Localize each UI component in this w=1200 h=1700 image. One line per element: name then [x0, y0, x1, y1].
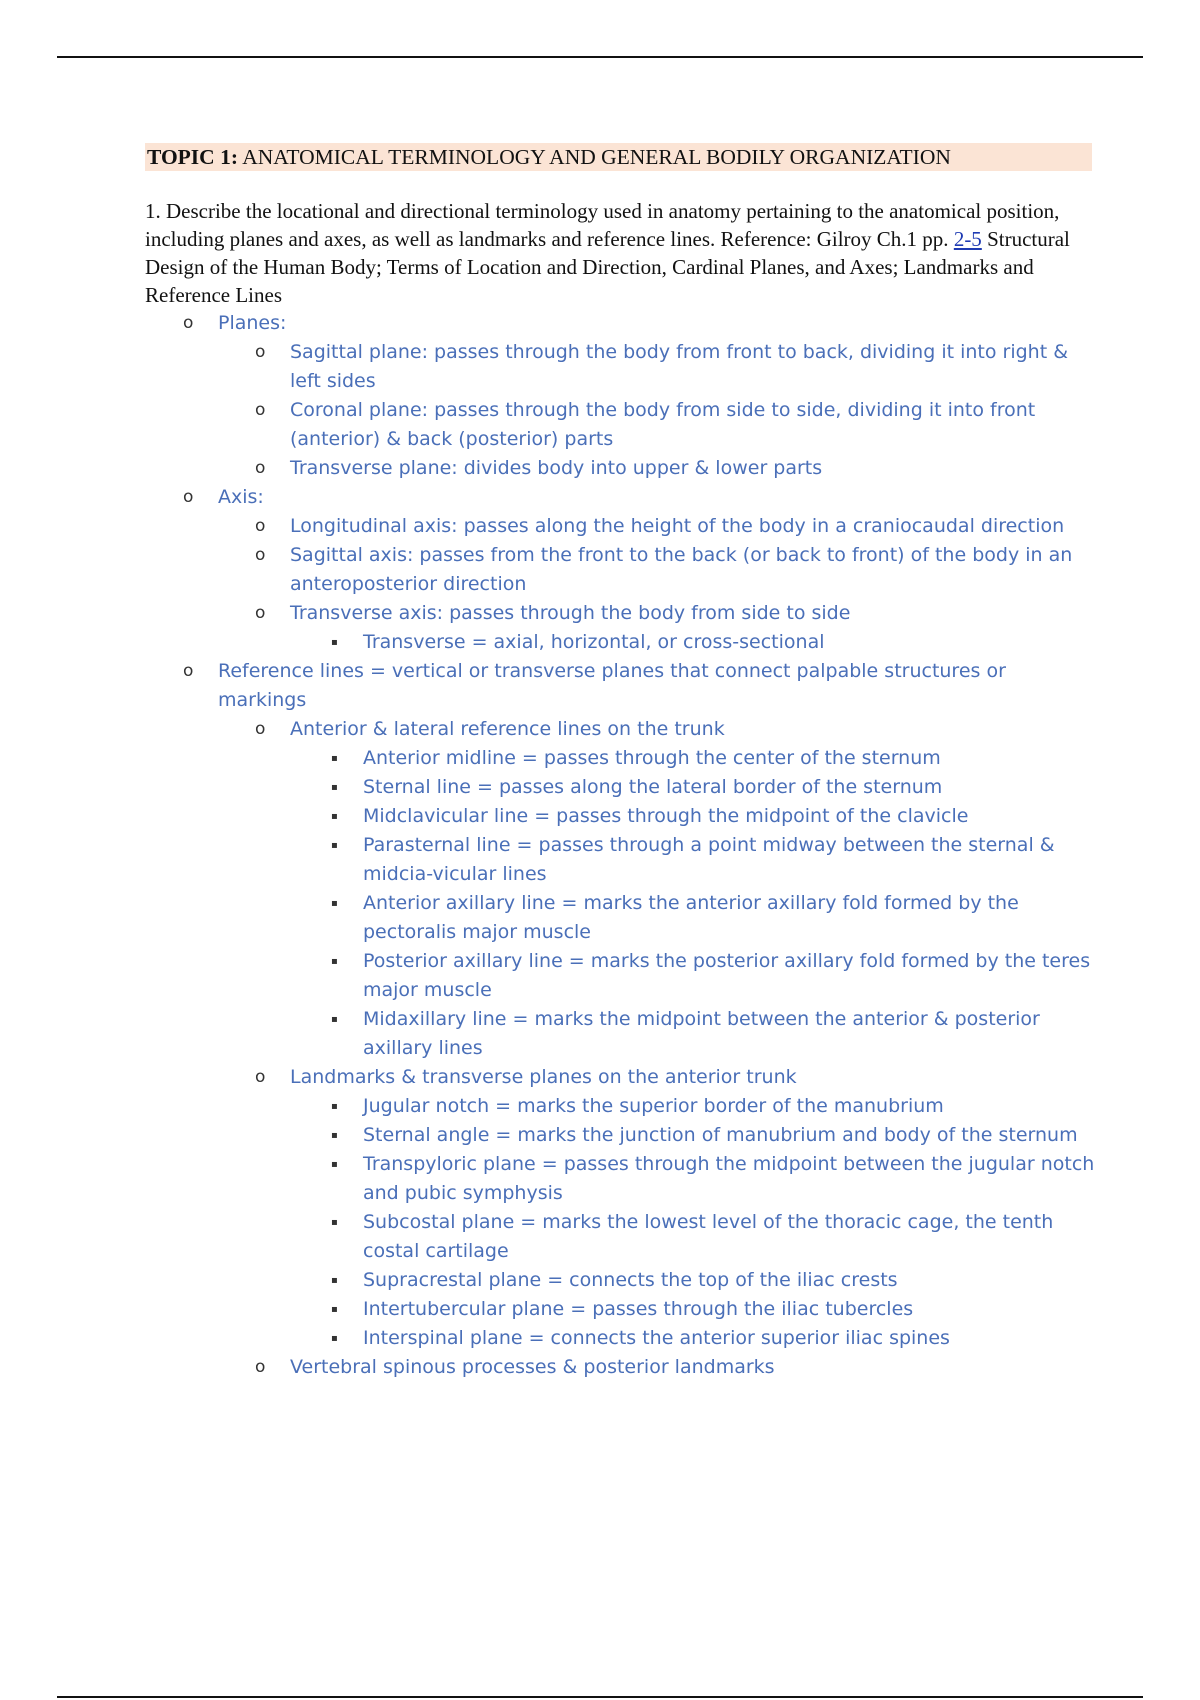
- list-item-text: Supracrestal plane = connects the top of the iliac crests: [363, 1269, 898, 1291]
- square-bullet-icon: ▪: [331, 840, 338, 851]
- square-bullet-icon: ▪: [331, 782, 338, 793]
- list-item-level-1: [145, 309, 1095, 338]
- list-item-level-3: [145, 1324, 1095, 1353]
- list-item-text: Sagittal axis: passes from the front to the back (or back to front) of the body in an anteroposterior direction: [290, 544, 1073, 595]
- list-item-text: Anterior axillary line = marks the anterior axillary fold formed by the pectoralis major muscle: [363, 892, 1019, 943]
- list-item-text: Parasternal line = passes through a point midway between the sternal & midcia-vicular lines: [363, 834, 1055, 885]
- square-bullet-icon: ▪: [331, 753, 338, 764]
- list-item-level-3: [145, 744, 1095, 773]
- list-item-text: Landmarks & transverse planes on the anterior trunk: [290, 1066, 797, 1088]
- list-item-text: Sternal angle = marks the junction of manubrium and body of the sternum: [363, 1124, 1078, 1146]
- list-item-level-2: [145, 715, 1095, 744]
- list-item-text: Transverse plane: divides body into upper & lower parts: [290, 457, 823, 479]
- circle-bullet-icon: o: [255, 516, 266, 536]
- list-item-level-3: [145, 1121, 1095, 1150]
- question-text: [145, 197, 1095, 309]
- topic-heading-bold: TOPIC 1:: [147, 145, 238, 169]
- circle-bullet-icon: o: [183, 313, 194, 333]
- square-bullet-icon: ▪: [331, 1130, 338, 1141]
- list-item-text: Posterior axillary line = marks the posterior axillary fold formed by the teres major muscle: [363, 950, 1091, 1001]
- list-item-level-2: [145, 1063, 1095, 1092]
- circle-bullet-icon: o: [255, 603, 266, 623]
- list-item-level-3: [145, 1295, 1095, 1324]
- list-item-level-3: [145, 628, 1095, 657]
- square-bullet-icon: ▪: [331, 1159, 338, 1170]
- question-part-1: 1. Describe the locational and directional terminology used in anatomy pertaining to the anatomical position, including planes and axes, as well as landmarks and reference lines. Reference: Gilroy Ch.1 pp.: [145, 199, 1060, 251]
- circle-bullet-icon: o: [255, 458, 266, 478]
- document-body: [145, 143, 1095, 1382]
- list-item-level-3: [145, 802, 1095, 831]
- list-item-level-3: [145, 831, 1095, 889]
- list-item-text: Sternal line = passes along the lateral border of the sternum: [363, 776, 943, 798]
- list-item-level-3: [145, 1208, 1095, 1266]
- list-item-level-3: [145, 947, 1095, 1005]
- header-rule: [57, 56, 1143, 58]
- circle-bullet-icon: o: [255, 1067, 266, 1087]
- square-bullet-icon: ▪: [331, 811, 338, 822]
- list-item-text: Anterior midline = passes through the center of the sternum: [363, 747, 941, 769]
- list-item-level-1: [145, 657, 1095, 715]
- list-item-text: Sagittal plane: passes through the body from front to back, dividing it into right & left sides: [290, 341, 1069, 392]
- topic-heading-title: ANATOMICAL TERMINOLOGY AND GENERAL BODILY ORGANIZATION: [238, 145, 951, 169]
- list-item-text: Interspinal plane = connects the anterior superior iliac spines: [363, 1327, 950, 1349]
- footer-rule: [57, 1696, 1143, 1698]
- list-item-level-2: [145, 541, 1095, 599]
- list-item-level-3: [145, 1266, 1095, 1295]
- list-item-text: Reference lines = vertical or transverse planes that connect palpable structures or markings: [218, 660, 1006, 711]
- square-bullet-icon: ▪: [331, 637, 338, 648]
- list-item-level-2: [145, 512, 1095, 541]
- square-bullet-icon: ▪: [331, 1333, 338, 1344]
- circle-bullet-icon: o: [255, 719, 266, 739]
- list-item-text: Longitudinal axis: passes along the height of the body in a craniocaudal direction: [290, 515, 1065, 537]
- list-item-level-2: [145, 1353, 1095, 1382]
- notes-list: [145, 309, 1095, 1382]
- list-item-level-3: [145, 1092, 1095, 1121]
- topic-heading: [145, 143, 1092, 171]
- square-bullet-icon: ▪: [331, 1101, 338, 1112]
- list-item-text: Transverse axis: passes through the body from side to side: [290, 602, 851, 624]
- circle-bullet-icon: o: [183, 487, 194, 507]
- square-bullet-icon: ▪: [331, 1275, 338, 1286]
- circle-bullet-icon: o: [183, 661, 194, 681]
- list-item-text: Anterior & lateral reference lines on the trunk: [290, 718, 725, 740]
- list-item-text: Midclavicular line = passes through the midpoint of the clavicle: [363, 805, 969, 827]
- list-item-text: Planes:: [218, 312, 287, 334]
- circle-bullet-icon: o: [255, 545, 266, 565]
- circle-bullet-icon: o: [255, 342, 266, 362]
- list-item-level-3: [145, 773, 1095, 802]
- square-bullet-icon: ▪: [331, 1304, 338, 1315]
- square-bullet-icon: ▪: [331, 956, 338, 967]
- list-item-text: Transverse = axial, horizontal, or cross-sectional: [363, 631, 825, 653]
- list-item-level-2: [145, 396, 1095, 454]
- page-reference-link[interactable]: 2-5: [953, 227, 982, 251]
- list-item-text: Axis:: [218, 486, 264, 508]
- list-item-level-3: [145, 1150, 1095, 1208]
- list-item-level-2: [145, 454, 1095, 483]
- list-item-level-3: [145, 1005, 1095, 1063]
- circle-bullet-icon: o: [255, 1357, 266, 1377]
- list-item-text: Jugular notch = marks the superior border of the manubrium: [363, 1095, 944, 1117]
- list-item-text: Vertebral spinous processes & posterior landmarks: [290, 1356, 775, 1378]
- question-part-2: Structural Design of the Human Body; Terms of Location and Direction, Cardinal Planes, and Axes; Landmarks and Reference Lines: [145, 227, 1070, 307]
- list-item-text: Coronal plane: passes through the body from side to side, dividing it into front (anterior) & back (posterior) parts: [290, 399, 1036, 450]
- list-item-text: Midaxillary line = marks the midpoint between the anterior & posterior axillary lines: [363, 1008, 1040, 1059]
- list-item-text: Transpyloric plane = passes through the midpoint between the jugular notch and pubic symphysis: [363, 1153, 1095, 1204]
- list-item-level-1: [145, 483, 1095, 512]
- list-item-level-2: [145, 599, 1095, 628]
- list-item-level-3: [145, 889, 1095, 947]
- square-bullet-icon: ▪: [331, 898, 338, 909]
- list-item-text: Subcostal plane = marks the lowest level of the thoracic cage, the tenth costal cartilage: [363, 1211, 1054, 1262]
- list-item-level-2: [145, 338, 1095, 396]
- square-bullet-icon: ▪: [331, 1217, 338, 1228]
- circle-bullet-icon: o: [255, 400, 266, 420]
- square-bullet-icon: ▪: [331, 1014, 338, 1025]
- list-item-text: Intertubercular plane = passes through the iliac tubercles: [363, 1298, 914, 1320]
